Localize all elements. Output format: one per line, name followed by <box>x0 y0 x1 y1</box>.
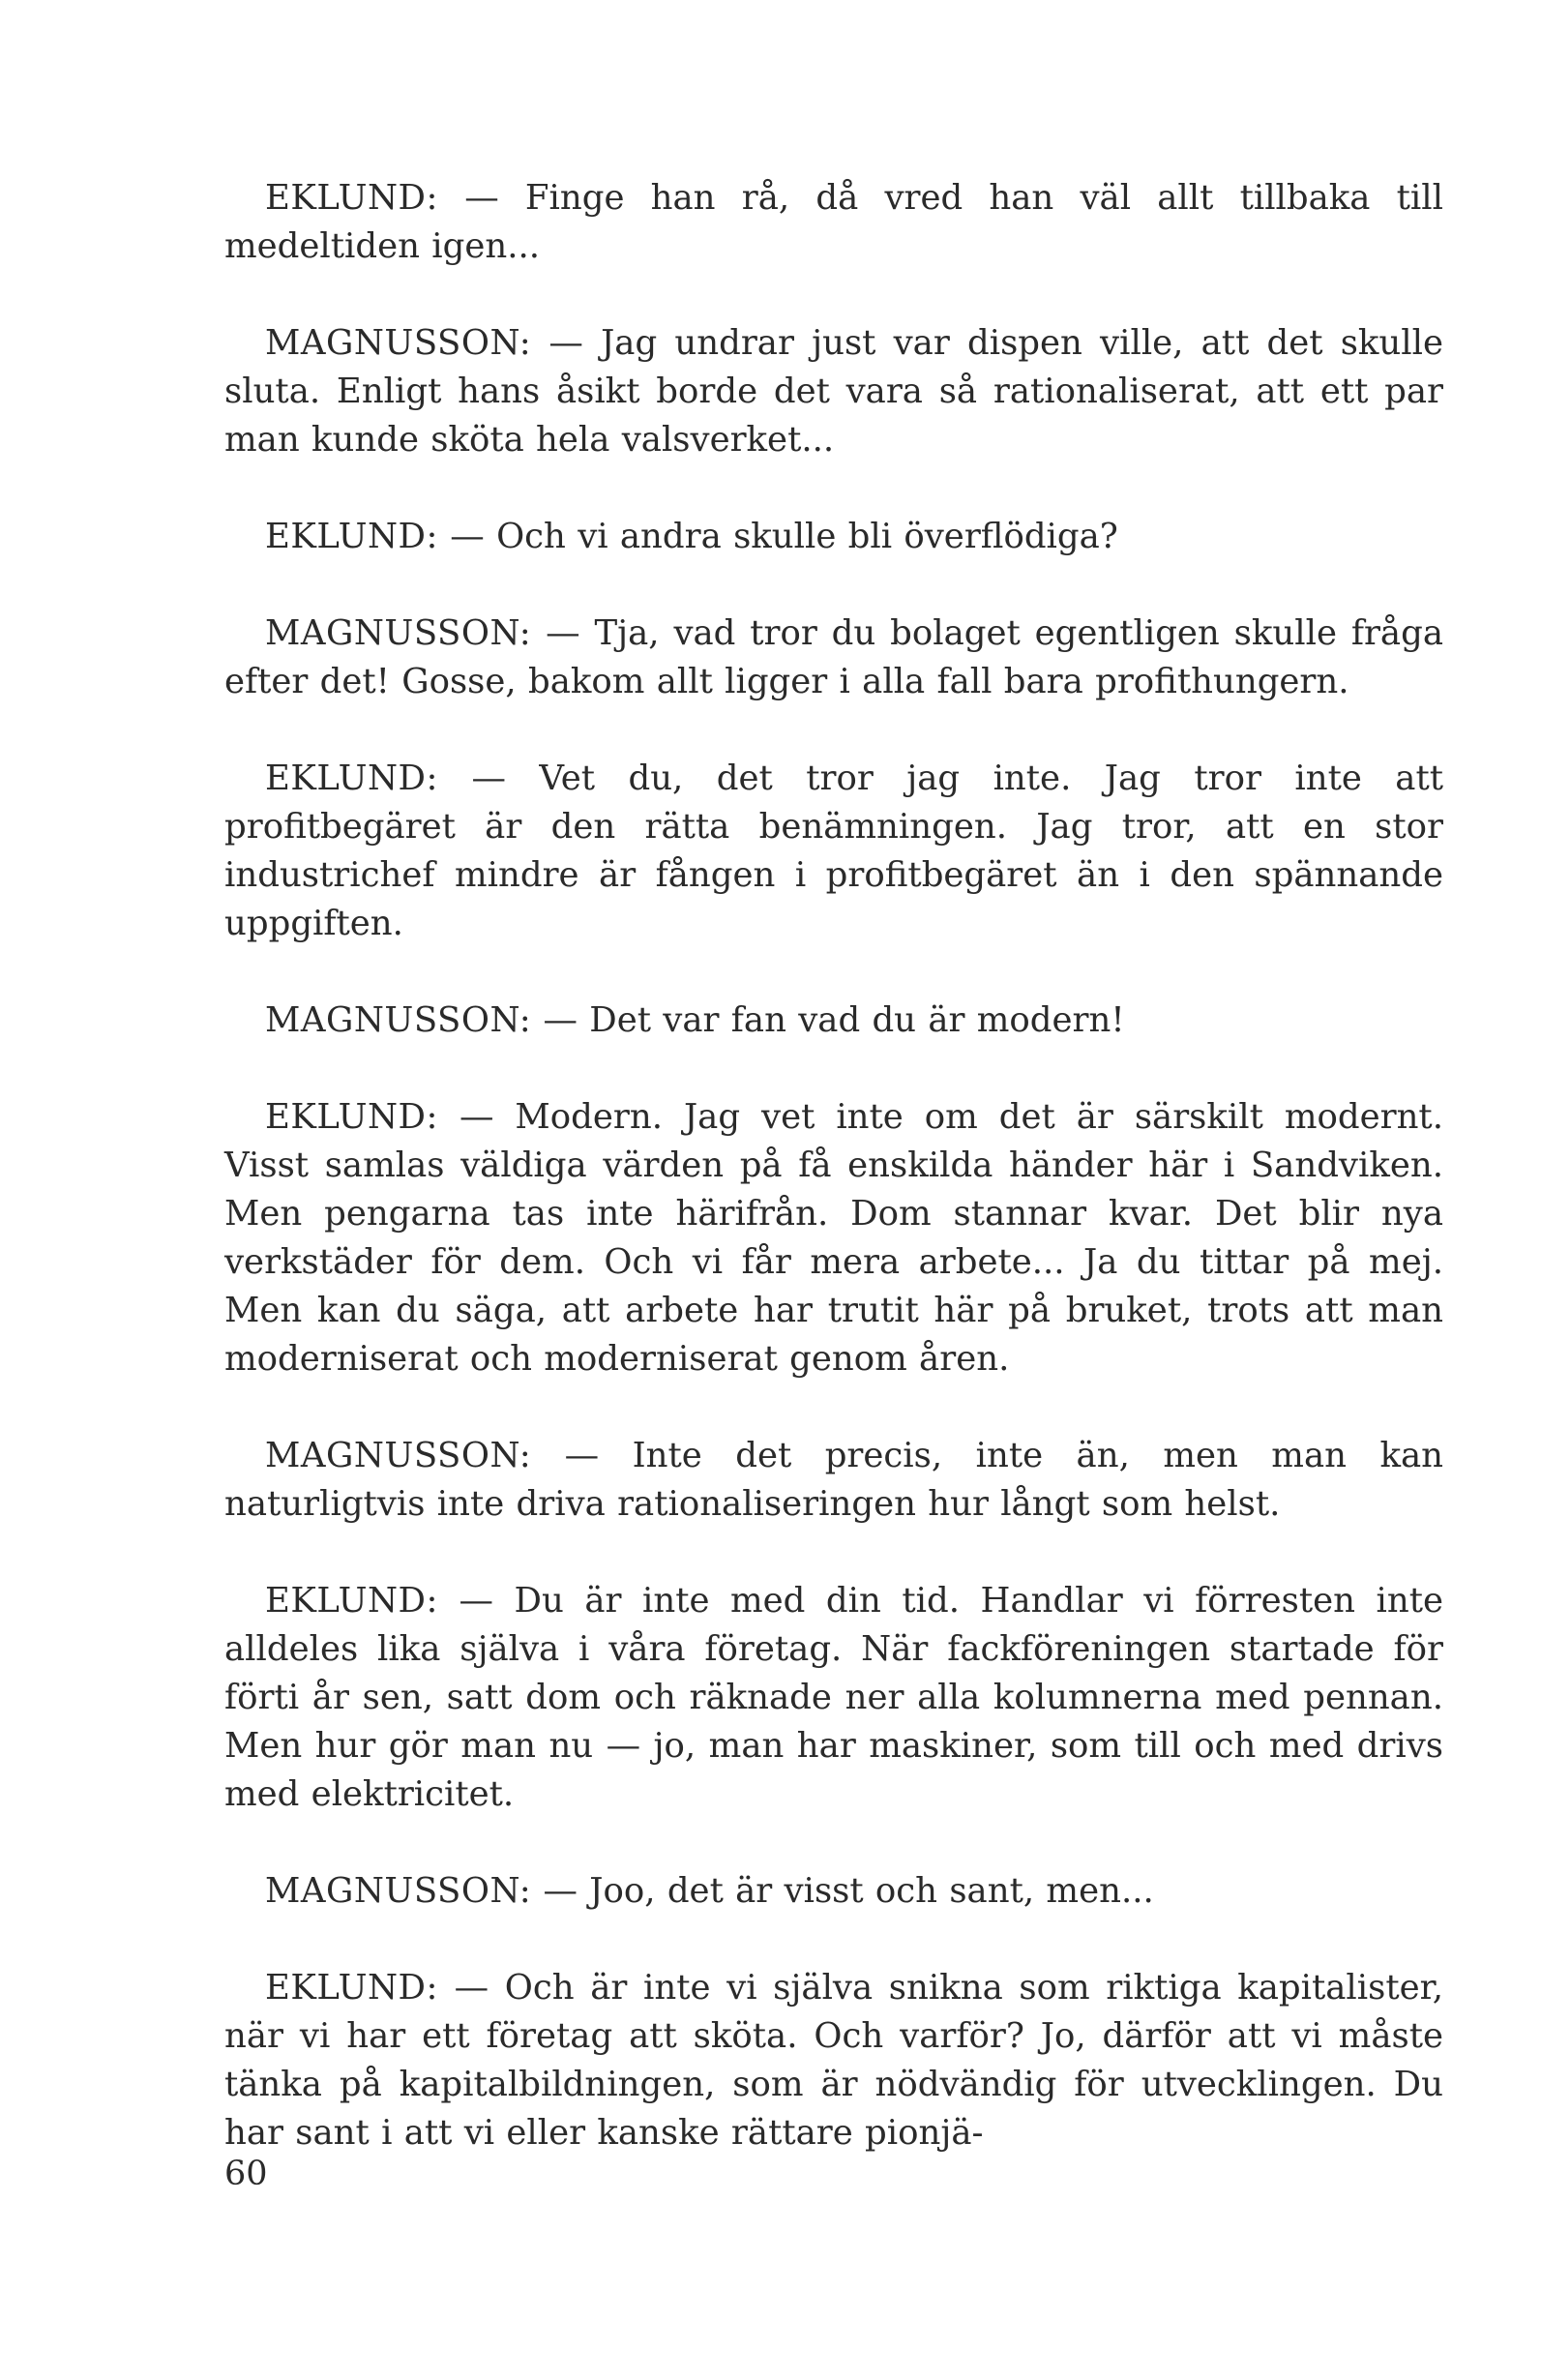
dialogue-text: — Och vi andra skulle bli överflödiga? <box>450 517 1118 556</box>
dialogue-text: — Och är inte vi själva snikna som riktiga kapitalister, när vi har ett företag att sköta. Och varför? Jo, därför att vi måste tänka på kapitalbildningen, som är nödvändig för utvecklingen. Du har sant i att vi eller kanske rättare pionjä- <box>224 1968 1443 2153</box>
speaker-name: MAGNUSSON: <box>265 1436 532 1475</box>
dialogue-text: — Det var fan vad du är modern! <box>543 1000 1125 1040</box>
speaker-name: EKLUND: <box>265 1581 438 1621</box>
speaker-name: EKLUND: <box>265 517 438 556</box>
dialogue-text: — Jag undrar just var dispen ville, att det skulle sluta. Enligt hans åsikt borde det vara så rationaliserat, att ett par man kunde sköta hela valsverket... <box>224 323 1443 460</box>
speaker-name: MAGNUSSON: <box>265 323 532 363</box>
dialogue-text: — Finge han rå, då vred han väl allt tillbaka till medeltiden igen... <box>224 178 1443 266</box>
dialogue-paragraph <box>224 755 1443 948</box>
dialogue-paragraph <box>224 1964 1443 2157</box>
page-body <box>224 174 1443 2206</box>
dialogue-paragraph <box>224 1093 1443 1383</box>
dialogue-text: — Modern. Jag vet inte om det är särskilt modernt. Visst samlas väldiga värden på få enskilda händer här i Sandviken. Men pengarna tas inte härifrån. Dom stannar kvar. Det blir nya verkstäder för dem. Och vi får mera arbete... Ja du tittar på mej. Men kan du säga, att arbete har trutit här på bruket, trots att man moderniserat och moderniserat genom åren. <box>224 1097 1443 1379</box>
dialogue-paragraph <box>224 1867 1443 1916</box>
dialogue-paragraph <box>224 513 1443 561</box>
dialogue-paragraph <box>224 319 1443 464</box>
dialogue-paragraph <box>224 1432 1443 1529</box>
dialogue-paragraph <box>224 174 1443 271</box>
dialogue-paragraph <box>224 610 1443 706</box>
speaker-name: MAGNUSSON: <box>265 1000 532 1040</box>
speaker-name: EKLUND: <box>265 1097 438 1137</box>
dialogue-text: — Joo, det är visst och sant, men... <box>543 1871 1154 1911</box>
speaker-name: EKLUND: <box>265 1968 438 2008</box>
dialogue-text: — Du är inte med din tid. Handlar vi förresten inte alldeles lika själva i våra företag. När fackföreningen startade för förti år sen, satt dom och räknade ner alla kolumnerna med pennan. Men hur gör man nu — jo, man har maskiner, som till och med drivs med elektricitet. <box>224 1581 1443 1814</box>
speaker-name: EKLUND: <box>265 759 438 798</box>
dialogue-paragraph <box>224 1577 1443 1819</box>
dialogue-text: — Vet du, det tror jag inte. Jag tror inte att profitbegäret är den rätta benämningen. Jag tror, att en stor industrichef mindre är fången i profitbegäret än i den spännande uppgiften. <box>224 759 1443 943</box>
speaker-name: MAGNUSSON: <box>265 613 532 653</box>
speaker-name: MAGNUSSON: <box>265 1871 532 1911</box>
speaker-name: EKLUND: <box>265 178 438 218</box>
dialogue-paragraph <box>224 997 1443 1045</box>
dialogue-text: — Inte det precis, inte än, men man kan naturligtvis inte driva rationaliseringen hur långt som helst. <box>224 1436 1443 1524</box>
dialogue-text: — Tja, vad tror du bolaget egentligen skulle fråga efter det! Gosse, bakom allt ligger i alla fall bara profithungern. <box>224 613 1443 701</box>
page-number: 60 <box>224 2155 268 2193</box>
